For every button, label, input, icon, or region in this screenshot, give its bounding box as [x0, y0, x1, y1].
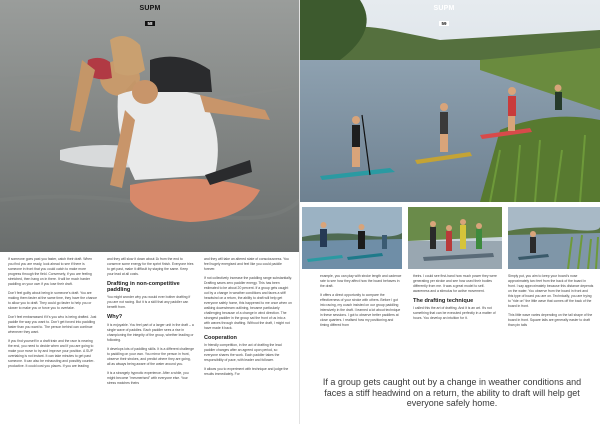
paragraph: Simply put, you aim to keep your board's nose approximately two feet from the back of the board in front. I say approximately because this distance depends on the water. You observe from the board in front and this type of board you are on. Technically, you are trying to "ride on" the little wave that comes off the back of the board in front. [508, 274, 594, 308]
right-col-2 [413, 274, 497, 325]
magazine-logo: SUPM [139, 5, 161, 12]
paragraph: and they will slow it down about 1k from the end to conserve some energy for the sprint finish. Everyone tries to get past, make it difficult by staying the same. Keep your lead at all costs. [107, 257, 194, 276]
paragraph: If someone goes past you faster, catch their draft. When you find you are ready, look ahead to see if there is someone in front that you could catch to make more progress through the field. Conversely, if you are feeling stretched, then hang on in there. It will be much harder paddling on your own if you lose their draft. [8, 257, 93, 286]
page-number: 58 [147, 21, 153, 26]
section-heading: Cooperation [204, 335, 237, 341]
left-col-1 [8, 257, 98, 373]
paragraph: Don't feel guilty about being in someone's draft. You are making them faster at the same time, they have the chance to allow you to draft. They could go faster to help you or slower to make you or force you to overtake. [8, 291, 97, 310]
masthead-right [424, 5, 464, 30]
magazine-logo: SUPM [433, 5, 455, 12]
paragraph: Don't feel embarrassed if it's you who is being drafted. Just paddle the way you want to. Don't get forced into paddling faster than you want to. The person behind can continue whenever they want. [8, 315, 97, 334]
paragraph: It develops lots of paddling skills. It is a different challenge to paddling on your own. You mirror the person in front, observe their strokes, and predict where they are going, all as always being aware of the water around you. [107, 346, 195, 366]
right-col-3 [508, 274, 594, 332]
pull-quote: If a group gets caught out by a change in weather conditions and faces a stiff headwind on a return, the ability to draft will help get everyone safely home. [322, 377, 582, 408]
section-heading: The drafting technique [413, 298, 474, 304]
left-col-2 [107, 257, 195, 390]
paddlers-on-grey-water-photo [302, 207, 402, 269]
page-number: 59 [441, 21, 447, 26]
masthead-left [130, 5, 170, 30]
paragraph: It is enjoyable. You feel part of a larger unit in the draft – a single wave of paddles. Each paddler sees a rise in championing the integrity of the group, whether leading or following. [107, 322, 194, 342]
group-of-paddlers-on-lake-photo [300, 0, 600, 202]
paragraph: theirs. I could see first-hand how much power they were generating per stroke and see how used their bodies differently from me. It was a great model to self-awareness and a stimulus for active movement. [413, 274, 497, 293]
paddlers-group-on-river-photo [408, 207, 502, 269]
section-heading: Why? [107, 314, 123, 321]
paragraph: You might wonder why you would ever bother drafting if you are not racing. But it is a skill that any paddler can benefit from. [107, 295, 191, 310]
paddler-in-reeds-photo [508, 207, 600, 269]
paragraph: If not collectively increase the paddling range substantially. Drafting saves zero paddler energy. This has been estimated to be about 20 percent. If a group gets caught out by a change in weather conditions and faces a stiff headwind on a return, the ability to draft will help get everyone safely home, this happened to me once when on walking downstream outlining, became particularly challenging because of a change in wind direction. The strongest paddler in the group sat the front of us into a with waves through drafting. Without the draft, I might not have made it back. [204, 276, 292, 330]
paragraph: example, you can play with stroke length and cadence rate to see how they affect how the board behaves in the draft. [320, 274, 402, 288]
paragraph: and they will take an altered state of consciousness. You feel hugely energised and feel like you could paddle forever. [204, 257, 289, 271]
paragraph: If you find yourself in a draft train and the race is nearing the end, you need to decide when and if you are going to make your move to try and improve your position. A SUP overtaking is not instant. It can take minutes to get past someone. It can also be exhausting and possibly counter-productive. It could cost you places. If you are leading [8, 339, 95, 368]
left-col-3 [204, 257, 292, 381]
drafting-paddlers-closeup-photo [0, 0, 300, 252]
paragraph: I called this the art of drafting. And it is an art. It's not something that can be executed perfectly in a matter of hours. You develop an intuition for it. [413, 306, 496, 321]
paragraph: It offers a direct opportunity to compare the effectiveness of your stroke with others. Before I got into racing, my coach insisted on our group paddling intensively in the draft. I learned a lot about technique in these sessions. I got to observe better paddlers at close quarters. I realised how my positioning and timing differed from [320, 293, 401, 327]
paragraph: It allows you to experiment with technique and judge the results immediately. For [204, 367, 289, 377]
paragraph: In friendly competition, in the act of drafting the lead paddler changes after an agreed upon period, so everyone shares the work. Each paddler takes the responsibility of pace, with leader and follower. [204, 343, 282, 363]
section-heading: Drafting in non-competitive paddling [107, 281, 180, 294]
right-page [300, 0, 600, 424]
paragraph: This little wave varies depending on the tail shape of the board in front. Square tails are generally easier to draft than pin tails [508, 313, 593, 327]
right-col-1 [320, 274, 402, 332]
paragraph: It is a strangely hypnotic experience. After a while, you might become "mesmerised" with everyone else. Your stress matches theirs [107, 370, 189, 385]
